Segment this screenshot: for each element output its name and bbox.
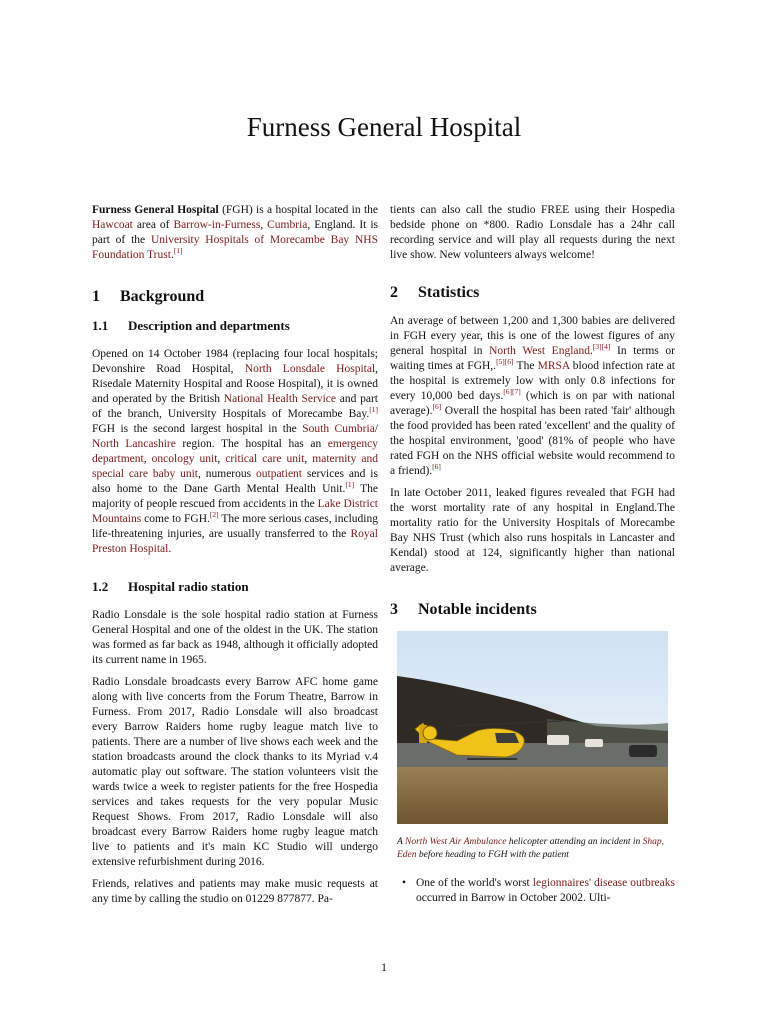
subsection-number: 1.1 — [92, 318, 109, 333]
page-title: Furness General Hospital — [246, 112, 522, 142]
text: FGH is the second largest hospital in the — [92, 423, 303, 435]
link-national-health-service[interactable]: National Health Service — [223, 393, 337, 405]
ref-link[interactable]: [6][7] — [503, 387, 521, 397]
link-hawcoat[interactable]: Hawcoat — [92, 219, 133, 231]
text: blood infection rate at the hospital is extremely low with only 0.8 infections for every 10,000 bed days. — [390, 360, 676, 402]
ref-link[interactable]: [6] — [432, 462, 441, 472]
link-north-west-air-ambulance[interactable]: North West Air Ambulance — [405, 837, 507, 847]
incidents-list — [390, 876, 675, 906]
helicopter-figure — [397, 631, 668, 862]
link-outpatient[interactable]: outpatient — [256, 468, 302, 480]
link-oncology-unit[interactable]: oncology unit — [151, 453, 218, 465]
text: , — [217, 453, 226, 465]
text: The majority of people rescued from accidents in the — [92, 483, 378, 510]
text: helicopter attending an incident in — [506, 837, 643, 847]
text: In terms or waiting times at FGH,. — [390, 345, 675, 372]
ref-link[interactable]: [1] — [345, 480, 355, 490]
text: / — [374, 423, 379, 435]
ref-link[interactable]: [6] — [432, 402, 442, 412]
bullet-icon: • — [402, 877, 407, 889]
text: . — [168, 543, 172, 555]
left-column — [92, 203, 378, 914]
intro-bold-name: Furness General Hospital — [92, 204, 219, 216]
section-heading-background — [92, 289, 378, 304]
link-cumbria[interactable]: Cumbria — [267, 219, 308, 231]
text: The more serious cases, including life-threatening injuries, are usually transferred to the — [92, 513, 378, 540]
text: , — [304, 453, 313, 465]
text: The — [513, 360, 538, 372]
section-title: Notable incidents — [418, 601, 537, 618]
section-heading-notable-incidents — [390, 602, 675, 617]
text: , — [143, 453, 152, 465]
text: One of the world's worst — [416, 877, 533, 889]
link-shap-eden[interactable]: Shap, Eden — [397, 837, 664, 860]
radio-paragraph-3-continued: tients can also call the studio FREE using their Hospedia bedside phone on *800. Radio Lonsdale has a 24hr call recording service and will play all requests during the next live show. New volunteers always welcome! — [390, 204, 675, 261]
text: , — [260, 219, 268, 231]
subsection-number: 1.2 — [92, 579, 109, 594]
section-title: Background — [120, 288, 205, 305]
text: (which is on par with national average). — [390, 390, 675, 417]
section-number: 3 — [390, 601, 398, 618]
section-title: Statistics — [418, 284, 480, 301]
ref-link[interactable]: [5][6] — [496, 357, 514, 367]
link-critical-care-unit[interactable]: critical care unit — [225, 453, 305, 465]
text: occurred in Barrow in October 2002. Ulti- — [416, 892, 611, 904]
text: , Risedale Maternity Hospital and Roose Hospital), it is owned and operated by the British — [92, 363, 379, 405]
helicopter-photo — [397, 631, 668, 824]
link-emergency-department[interactable]: emergency department — [92, 438, 378, 465]
text: A — [397, 837, 406, 847]
figure-caption — [397, 836, 668, 862]
text: Opened on 14 October 1984 (replacing four local hospitals; Devonshire Road Hospital, — [92, 348, 378, 375]
text: area of — [132, 219, 174, 231]
text: and part of the branch, University Hospitals of Morecambe Bay. — [92, 393, 378, 420]
radio-paragraph-3: Friends, relatives and patients may make music requests at any time by calling the studio on 01229 877877. Pa- — [92, 878, 378, 905]
radio-paragraph-1: Radio Lonsdale is the sole hospital radio station at Furness General Hospital and one of the oldest in the UK. The station was formed as far back as 1948, although it officially adopted its current name in 1965. — [92, 609, 378, 666]
text: , England. It is part of the — [92, 219, 378, 246]
page-number: 1 — [381, 960, 387, 974]
text: come to FGH. — [141, 513, 210, 525]
ref-link[interactable]: [3][4] — [592, 342, 611, 352]
statistics-paragraph-2: In late October 2011, leaked figures revealed that FGH had the worst mortality rate of any hospital in England.The mortality ratio for the University Hospitals of Morecambe Bay NHS Trust (which also runs hospitals in Lancaster and Kendal) stood at 124, significantly higher than national average. — [390, 487, 675, 574]
link-north-lancashire[interactable]: North Lancashire — [92, 438, 176, 450]
link-north-west-england[interactable]: North West England — [489, 345, 591, 357]
description-paragraph — [92, 347, 378, 557]
text: . — [590, 345, 593, 357]
right-column — [390, 203, 675, 906]
link-lake-district-mountains[interactable]: Lake District Mountains — [92, 498, 378, 525]
text: Overall the hospital has been rated 'fair' although the food provided has been rated 'excellent' and the quality of the hospital environment, 'good' (81% of people who have rated FGH on the NHS official website would recommend to a friend). — [390, 405, 675, 477]
link-barrow-in-furness[interactable]: Barrow-in-Furness — [173, 219, 261, 231]
subsection-heading-description — [92, 318, 378, 333]
text: . — [170, 249, 174, 261]
subsection-title: Hospital radio station — [128, 579, 249, 594]
text: services and is also home to the Dane Garth Mental Health Unit. — [92, 468, 378, 495]
link-north-lonsdale-hospital[interactable]: North Lonsdale Hospital — [244, 363, 376, 375]
link-uhmb-trust[interactable]: University Hospitals of Morecambe Bay NHS Foundation Trust — [92, 234, 378, 261]
list-item — [402, 876, 675, 906]
text: region. The hospital has an — [175, 438, 328, 450]
text: (FGH) is a hospital located in the — [218, 204, 378, 216]
subsection-heading-radio — [92, 579, 378, 594]
intro-paragraph — [92, 203, 378, 263]
statistics-paragraph-1 — [390, 314, 675, 479]
subsection-title: Description and departments — [128, 318, 290, 333]
text: An average of between 1,200 and 1,300 babies are delivered in FGH every year, this is one of the lowest figures of any general hospital in — [390, 315, 675, 357]
link-royal-preston-hospital[interactable]: Royal Preston Hospital — [92, 528, 378, 555]
link-mrsa[interactable]: MRSA — [537, 360, 570, 372]
link-legionnaires-disease[interactable]: legionnaires' disease outbreaks — [532, 877, 675, 889]
ref-link[interactable]: [2] — [209, 510, 219, 520]
section-heading-statistics — [390, 285, 675, 300]
section-number: 2 — [390, 284, 398, 301]
section-number: 1 — [92, 288, 100, 305]
link-south-cumbria[interactable]: South Cumbria — [302, 423, 375, 435]
ref-link[interactable]: [1] — [369, 405, 378, 415]
link-maternity-unit[interactable]: maternity and special care baby unit — [92, 453, 378, 480]
ref-link[interactable]: [1] — [173, 246, 183, 256]
text: before heading to FGH with the patient — [416, 850, 569, 860]
radio-paragraph-2: Radio Lonsdale broadcasts every Barrow AFC home game along with live concerts from the Forum Theatre, Barrow in Furness. From 2017, Radio Lonsdale will also broadcast every Barrow Raiders home rugby league match live to patients. There are a number of live shows each week and the station broadcasts around the clock thanks to its Myriad v.4 automatic play out software. The station volunteers visit the wards twice a week to register patients for the free Hospedia services and takes requests for the very popular Music Request Shows. From 2017, Radio Lonsdale will also broadcast every Barrow Raiders home rugby league match live to patients and it's main KC Studio will undergo extensive refurbishment during 2016. — [92, 676, 378, 868]
text: , numerous — [197, 468, 256, 480]
